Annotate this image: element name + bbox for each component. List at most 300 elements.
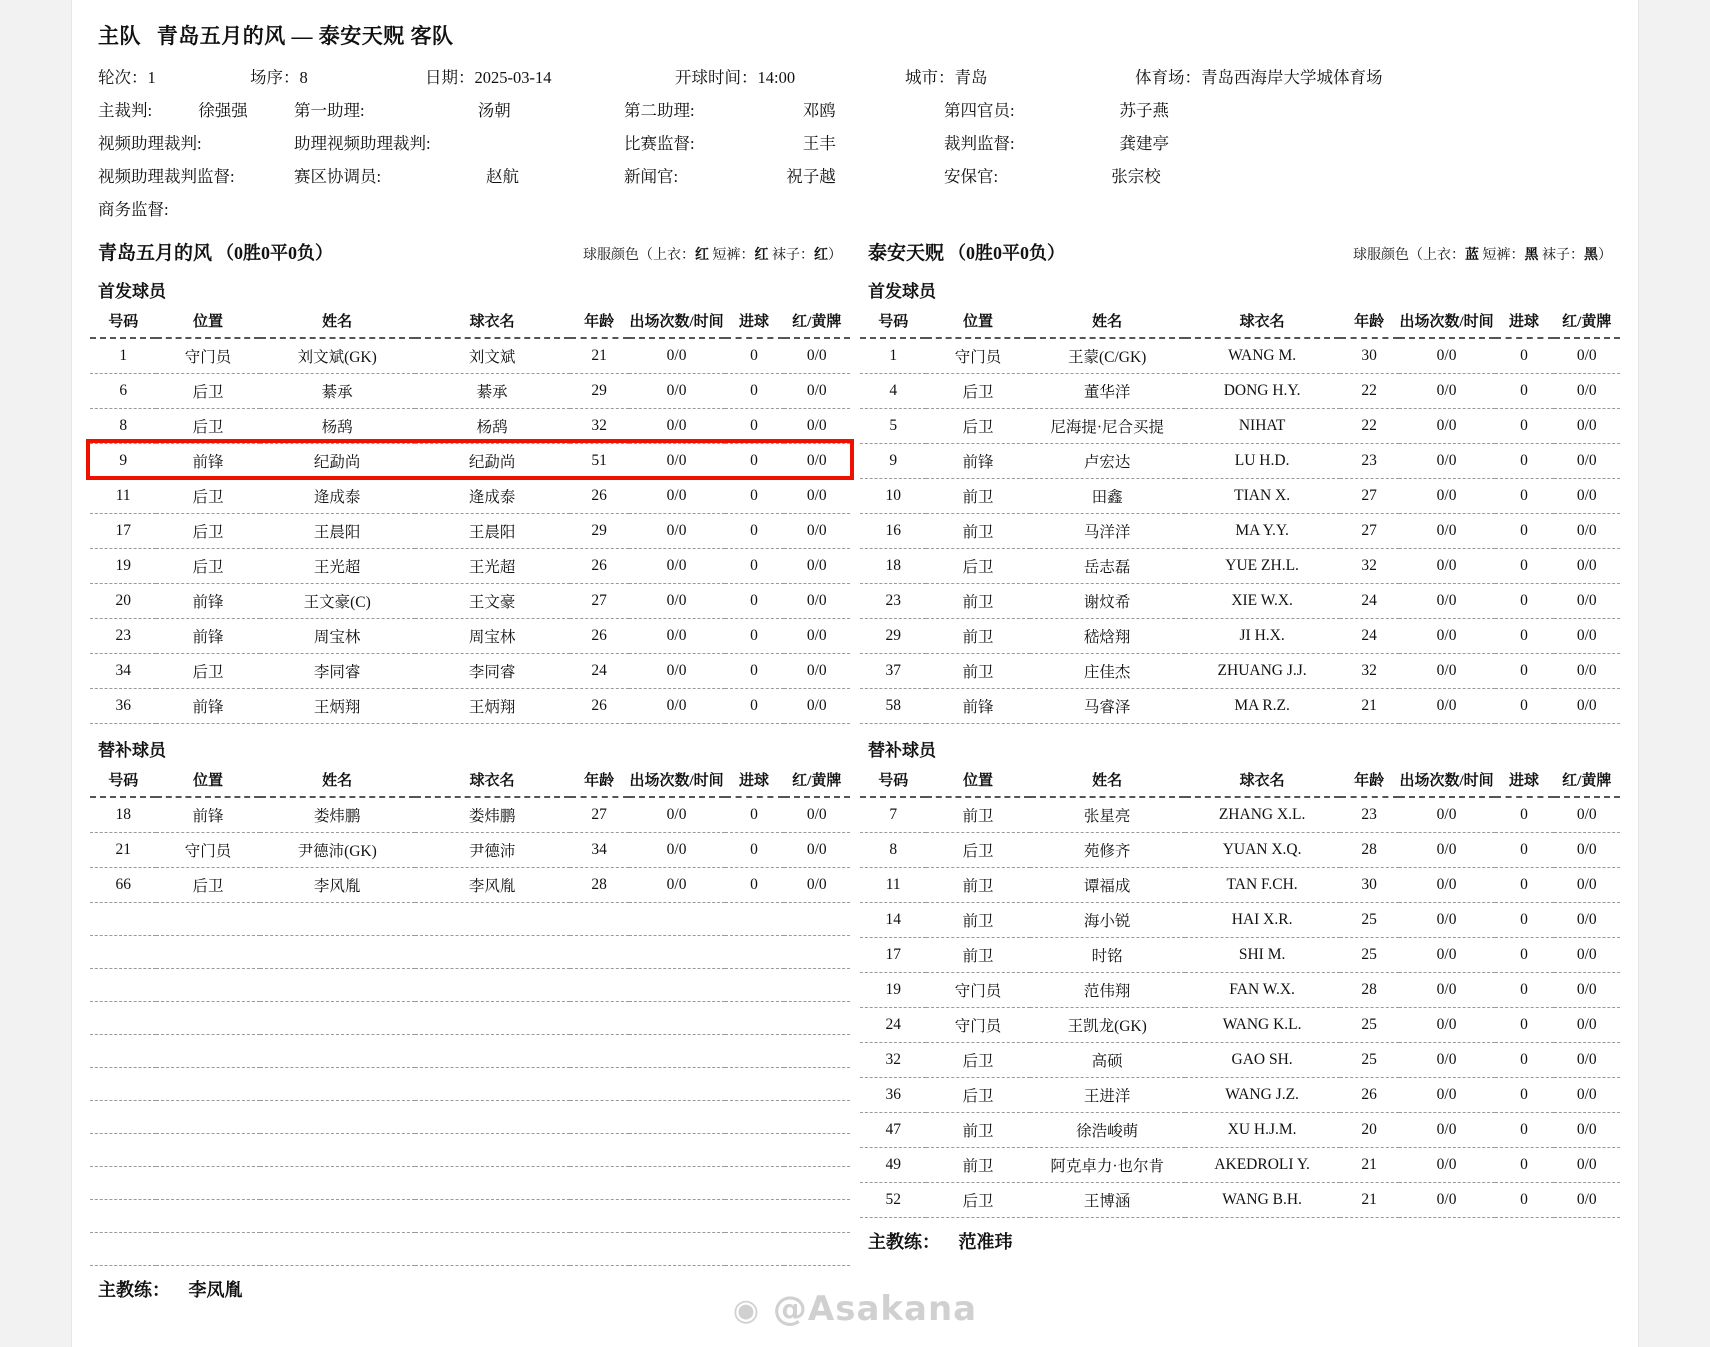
meta-match-order: 场序： 8: [250, 68, 308, 87]
player-position: 后卫: [156, 479, 259, 514]
home-subs-table: [90, 765, 850, 1266]
player-cards: 0/0: [1554, 868, 1620, 903]
player-cards: 0/0: [784, 868, 850, 903]
table-row: [90, 936, 850, 969]
official-assistant-1: 第一助理: 汤朝: [294, 101, 511, 120]
player-number: 17: [90, 514, 156, 549]
player-name: 岳志磊: [1030, 549, 1185, 584]
player-number: 1: [90, 338, 156, 374]
player-position: [156, 936, 259, 969]
col-shirt-name: 球衣名: [415, 765, 570, 797]
player-goals: [725, 1233, 784, 1266]
player-goals: 0: [725, 584, 784, 619]
player-apps: 0/0: [1399, 374, 1495, 409]
player-name: 尹德沛(GK): [260, 833, 415, 868]
player-name: 卢宏达: [1030, 444, 1185, 479]
player-name: 高硕: [1030, 1043, 1185, 1078]
home-team-title: 青岛五月的风: [98, 243, 213, 264]
player-shirt-name: 娄炜鹏: [415, 797, 570, 833]
player-goals: [725, 1068, 784, 1101]
player-position: 后卫: [156, 514, 259, 549]
table-row: [90, 584, 850, 619]
player-age: 28: [1340, 973, 1399, 1008]
player-apps: 0/0: [629, 514, 725, 549]
meta-round: 轮次： 1: [98, 68, 156, 87]
player-age: 27: [570, 584, 629, 619]
player-cards: 0/0: [1554, 1148, 1620, 1183]
home-starters-table: [90, 306, 850, 724]
player-goals: 0: [725, 689, 784, 724]
player-age: [570, 1167, 629, 1200]
player-name: 王文豪(C): [260, 584, 415, 619]
player-number: [90, 1167, 156, 1200]
table-row: [860, 689, 1620, 724]
player-position: 前卫: [926, 903, 1029, 938]
away-kit-shirt: 蓝: [1465, 248, 1479, 263]
player-goals: 0: [1495, 1008, 1554, 1043]
player-goals: 0: [725, 338, 784, 374]
player-position: 前卫: [926, 868, 1029, 903]
player-goals: 0: [725, 619, 784, 654]
player-position: [156, 1134, 259, 1167]
player-goals: [725, 1101, 784, 1134]
player-apps: 0/0: [1399, 549, 1495, 584]
player-apps: 0/0: [1399, 1078, 1495, 1113]
official-security-officer: 安保官: 张宗校: [944, 167, 1161, 186]
player-goals: 0: [725, 444, 784, 479]
table-row: [860, 1148, 1620, 1183]
player-cards: 0/0: [1554, 619, 1620, 654]
player-shirt-name: 綦承: [415, 374, 570, 409]
player-age: 25: [1340, 903, 1399, 938]
col-goals: 进球: [725, 765, 784, 797]
officials-row-4: [98, 196, 1620, 220]
versus-dash: —: [291, 24, 313, 48]
player-goals: 0: [1495, 374, 1554, 409]
player-cards: 0/0: [1554, 903, 1620, 938]
col-apps: 出场次数/时间: [629, 765, 725, 797]
player-number: [90, 969, 156, 1002]
player-name: [260, 1101, 415, 1134]
player-number: 6: [90, 374, 156, 409]
player-age: 22: [1340, 374, 1399, 409]
player-name: 王博涵: [1030, 1183, 1185, 1218]
player-shirt-name: [415, 903, 570, 936]
table-row: [860, 903, 1620, 938]
col-position: 位置: [926, 765, 1029, 797]
player-cards: 0/0: [1554, 479, 1620, 514]
player-shirt-name: 李风胤: [415, 868, 570, 903]
player-shirt-name: GAO SH.: [1185, 1043, 1340, 1078]
player-goals: 0: [725, 654, 784, 689]
player-cards: 0/0: [1554, 1043, 1620, 1078]
player-position: 后卫: [926, 1043, 1029, 1078]
player-age: [570, 1101, 629, 1134]
player-shirt-name: 尹德沛: [415, 833, 570, 868]
player-position: 前卫: [926, 619, 1029, 654]
table-row: [90, 797, 850, 833]
player-age: [570, 936, 629, 969]
player-apps: [629, 1002, 725, 1035]
player-name: 周宝林: [260, 619, 415, 654]
player-shirt-name: MA Y.Y.: [1185, 514, 1340, 549]
player-age: 30: [1340, 868, 1399, 903]
player-shirt-name: 王炳翔: [415, 689, 570, 724]
col-shirt-name: 球衣名: [1185, 306, 1340, 338]
player-shirt-name: [415, 1134, 570, 1167]
player-position: 守门员: [156, 338, 259, 374]
player-goals: 0: [725, 549, 784, 584]
player-age: [570, 1035, 629, 1068]
player-number: 29: [860, 619, 926, 654]
home-team-block: [90, 238, 850, 1302]
officials-row-2: [98, 130, 1620, 154]
player-age: 34: [570, 833, 629, 868]
col-age: 年龄: [570, 765, 629, 797]
player-position: 后卫: [926, 409, 1029, 444]
player-cards: 0/0: [784, 549, 850, 584]
player-name: [260, 1035, 415, 1068]
home-coach-name: 李凤胤: [188, 1280, 243, 1300]
col-shirt-name: 球衣名: [415, 306, 570, 338]
player-apps: 0/0: [1399, 479, 1495, 514]
col-number: 号码: [90, 765, 156, 797]
player-name: [260, 1002, 415, 1035]
player-name: 李同睿: [260, 654, 415, 689]
table-row: [90, 868, 850, 903]
table-row: [860, 1008, 1620, 1043]
player-age: [570, 1134, 629, 1167]
match-meta: [98, 64, 1620, 220]
away-subs-title: 替补球员: [868, 741, 936, 760]
player-name: 尼海提·尼合买提: [1030, 409, 1185, 444]
table-row: [860, 938, 1620, 973]
col-age: 年龄: [1340, 765, 1399, 797]
table-row: [90, 1035, 850, 1068]
player-name: 王凯龙(GK): [1030, 1008, 1185, 1043]
player-apps: 0/0: [1399, 1008, 1495, 1043]
table-row: [90, 1233, 850, 1266]
player-shirt-name: 王文豪: [415, 584, 570, 619]
player-cards: 0/0: [784, 654, 850, 689]
player-position: 后卫: [156, 409, 259, 444]
player-number: 24: [860, 1008, 926, 1043]
player-cards: 0/0: [1554, 584, 1620, 619]
player-apps: 0/0: [1399, 514, 1495, 549]
player-apps: 0/0: [629, 833, 725, 868]
player-cards: 0/0: [784, 797, 850, 833]
player-apps: 0/0: [1399, 338, 1495, 374]
player-name: [260, 969, 415, 1002]
player-position: 前卫: [926, 479, 1029, 514]
player-shirt-name: ZHANG X.L.: [1185, 797, 1340, 833]
player-cards: [784, 1068, 850, 1101]
officials-row-1: [98, 97, 1620, 121]
player-shirt-name: AKEDROLI Y.: [1185, 1148, 1340, 1183]
player-apps: 0/0: [1399, 833, 1495, 868]
player-number: 58: [860, 689, 926, 724]
table-row: [860, 338, 1620, 374]
col-position: 位置: [156, 765, 259, 797]
table-row: [860, 619, 1620, 654]
col-cards: 红/黄牌: [784, 765, 850, 797]
table-row: [860, 409, 1620, 444]
player-position: 前卫: [926, 654, 1029, 689]
player-cards: [784, 1035, 850, 1068]
player-apps: [629, 1167, 725, 1200]
player-age: 25: [1340, 1043, 1399, 1078]
player-shirt-name: 周宝林: [415, 619, 570, 654]
player-position: [156, 1002, 259, 1035]
player-goals: 0: [1495, 338, 1554, 374]
home-kit-socks: 红: [814, 248, 828, 263]
player-age: 27: [1340, 514, 1399, 549]
player-number: [90, 1101, 156, 1134]
player-shirt-name: WANG B.H.: [1185, 1183, 1340, 1218]
player-cards: 0/0: [784, 374, 850, 409]
player-shirt-name: 刘文斌: [415, 338, 570, 374]
player-number: [90, 903, 156, 936]
player-position: [156, 903, 259, 936]
player-number: [90, 1233, 156, 1266]
table-row: [860, 584, 1620, 619]
player-position: [156, 1068, 259, 1101]
player-name: 时铭: [1030, 938, 1185, 973]
player-shirt-name: NIHAT: [1185, 409, 1340, 444]
player-shirt-name: TAN F.CH.: [1185, 868, 1340, 903]
home-coach-label: 主教练：: [98, 1280, 170, 1300]
player-shirt-name: [415, 936, 570, 969]
player-apps: 0/0: [1399, 1113, 1495, 1148]
player-number: 9: [860, 444, 926, 479]
player-name: [260, 1167, 415, 1200]
player-shirt-name: [415, 1233, 570, 1266]
player-apps: 0/0: [629, 338, 725, 374]
player-name: 马洋洋: [1030, 514, 1185, 549]
player-cards: [784, 1233, 850, 1266]
player-apps: 0/0: [629, 868, 725, 903]
away-kit-colors: [1353, 244, 1612, 264]
player-position: 后卫: [156, 654, 259, 689]
player-apps: 0/0: [629, 797, 725, 833]
player-name: 范伟翔: [1030, 973, 1185, 1008]
player-age: [570, 969, 629, 1002]
player-position: [156, 969, 259, 1002]
table-row: [860, 973, 1620, 1008]
home-team-header: [98, 238, 850, 265]
col-apps: 出场次数/时间: [629, 306, 725, 338]
player-shirt-name: ZHUANG J.J.: [1185, 654, 1340, 689]
player-goals: 0: [1495, 549, 1554, 584]
player-name: 娄炜鹏: [260, 797, 415, 833]
player-age: 26: [1340, 1078, 1399, 1113]
player-age: 24: [570, 654, 629, 689]
player-cards: 0/0: [1554, 833, 1620, 868]
player-number: 18: [90, 797, 156, 833]
table-row: [90, 654, 850, 689]
away-kit-label: 球服颜色（上衣：: [1353, 248, 1465, 263]
player-number: 1: [860, 338, 926, 374]
player-shirt-name: 王光超: [415, 549, 570, 584]
table-header-row: [860, 765, 1620, 797]
player-shirt-name: XU H.J.M.: [1185, 1113, 1340, 1148]
table-row: [860, 1113, 1620, 1148]
home-starters-title: 首发球员: [98, 282, 166, 301]
player-goals: 0: [1495, 1183, 1554, 1218]
player-number: 7: [860, 797, 926, 833]
player-cards: 0/0: [784, 619, 850, 654]
player-cards: 0/0: [1554, 444, 1620, 479]
player-number: 32: [860, 1043, 926, 1078]
player-goals: 0: [1495, 1078, 1554, 1113]
table-row: [860, 444, 1620, 479]
player-age: [570, 1002, 629, 1035]
player-name: 王蒙(C/GK): [1030, 338, 1185, 374]
player-shirt-name: 王晨阳: [415, 514, 570, 549]
player-age: 26: [570, 619, 629, 654]
player-cards: 0/0: [1554, 549, 1620, 584]
player-age: 25: [1340, 1008, 1399, 1043]
player-number: 8: [90, 409, 156, 444]
player-name: [260, 936, 415, 969]
meta-city: 城市： 青岛: [905, 68, 988, 87]
player-shirt-name: DONG H.Y.: [1185, 374, 1340, 409]
player-cards: 0/0: [1554, 409, 1620, 444]
player-number: 11: [90, 479, 156, 514]
player-number: [90, 1002, 156, 1035]
player-cards: 0/0: [1554, 1078, 1620, 1113]
player-cards: 0/0: [1554, 654, 1620, 689]
player-goals: 0: [1495, 903, 1554, 938]
player-age: 26: [570, 549, 629, 584]
player-goals: 0: [725, 479, 784, 514]
player-goals: [725, 936, 784, 969]
away-coach-label: 主教练：: [868, 1232, 940, 1252]
col-name: 姓名: [1030, 765, 1185, 797]
official-match-commissioner: 比赛监督: 王丰: [624, 134, 836, 153]
player-goals: 0: [725, 797, 784, 833]
table-row: [90, 444, 850, 479]
player-name: 王进洋: [1030, 1078, 1185, 1113]
player-age: 23: [1340, 444, 1399, 479]
table-row: [90, 619, 850, 654]
official-referee: 主裁判: 徐强强: [98, 101, 248, 120]
player-goals: 0: [1495, 689, 1554, 724]
player-name: [260, 1068, 415, 1101]
player-apps: 0/0: [629, 479, 725, 514]
table-row: [860, 797, 1620, 833]
meta-stadium: 体育场： 青岛西海岸大学城体育场: [1135, 68, 1383, 87]
away-kit-end: ）: [1598, 248, 1612, 263]
player-position: 后卫: [926, 1183, 1029, 1218]
official-avar: 助理视频助理裁判:: [294, 134, 431, 153]
home-label: 主队: [98, 24, 141, 48]
player-cards: 0/0: [784, 689, 850, 724]
player-position: 前卫: [926, 514, 1029, 549]
player-goals: [725, 1035, 784, 1068]
player-goals: 0: [1495, 1148, 1554, 1183]
player-name: 徐浩峻萌: [1030, 1113, 1185, 1148]
table-row: [860, 868, 1620, 903]
player-position: [156, 1200, 259, 1233]
official-var: 视频助理裁判:: [98, 134, 202, 153]
player-shirt-name: 逄成泰: [415, 479, 570, 514]
player-name: 嵇焓翔: [1030, 619, 1185, 654]
col-cards: 红/黄牌: [1554, 765, 1620, 797]
player-apps: 0/0: [629, 619, 725, 654]
player-apps: [629, 1035, 725, 1068]
table-row: [90, 479, 850, 514]
player-apps: 0/0: [1399, 1043, 1495, 1078]
player-number: 19: [860, 973, 926, 1008]
away-team-name: 泰安天贶: [318, 24, 405, 48]
table-row: [860, 1183, 1620, 1218]
player-number: 11: [860, 868, 926, 903]
player-name: 阿克卓力·也尔肯: [1030, 1148, 1185, 1183]
player-age: 20: [1340, 1113, 1399, 1148]
player-apps: [629, 1101, 725, 1134]
player-apps: 0/0: [629, 654, 725, 689]
player-age: 32: [570, 409, 629, 444]
player-apps: 0/0: [1399, 409, 1495, 444]
home-kit-colors: [583, 244, 842, 264]
player-number: [90, 1068, 156, 1101]
player-name: [260, 1200, 415, 1233]
home-kit-label: 球服颜色（上衣：: [583, 248, 695, 263]
home-kit-shorts-label: 短裤：: [712, 248, 755, 263]
away-kit-socks: 黑: [1584, 248, 1598, 263]
player-cards: 0/0: [784, 514, 850, 549]
player-number: 10: [860, 479, 926, 514]
player-goals: 0: [1495, 797, 1554, 833]
player-cards: [784, 1101, 850, 1134]
player-goals: [725, 1200, 784, 1233]
player-name: 苑修齐: [1030, 833, 1185, 868]
player-age: 29: [570, 374, 629, 409]
player-number: 17: [860, 938, 926, 973]
player-cards: [784, 969, 850, 1002]
player-shirt-name: [415, 1068, 570, 1101]
player-cards: 0/0: [784, 584, 850, 619]
table-row: [90, 1200, 850, 1233]
away-coach-name: 范准玮: [958, 1232, 1013, 1252]
player-apps: 0/0: [1399, 797, 1495, 833]
table-row: [860, 654, 1620, 689]
player-shirt-name: WANG M.: [1185, 338, 1340, 374]
col-name: 姓名: [1030, 306, 1185, 338]
player-cards: 0/0: [1554, 797, 1620, 833]
player-position: 后卫: [926, 549, 1029, 584]
away-starters-title: 首发球员: [868, 282, 936, 301]
player-age: [570, 903, 629, 936]
col-name: 姓名: [260, 306, 415, 338]
player-number: [90, 1035, 156, 1068]
teams-container: [90, 238, 1620, 1302]
home-subs-title: 替补球员: [98, 741, 166, 760]
player-position: 前锋: [926, 689, 1029, 724]
match-sheet: [72, 0, 1638, 1347]
player-cards: 0/0: [1554, 374, 1620, 409]
away-kit-shorts: 黑: [1524, 248, 1539, 263]
player-position: 后卫: [156, 374, 259, 409]
player-shirt-name: 纪勐尚: [415, 444, 570, 479]
player-goals: 0: [1495, 409, 1554, 444]
col-position: 位置: [156, 306, 259, 338]
player-number: 49: [860, 1148, 926, 1183]
player-age: 21: [1340, 689, 1399, 724]
col-shirt-name: 球衣名: [1185, 765, 1340, 797]
player-cards: 0/0: [784, 338, 850, 374]
